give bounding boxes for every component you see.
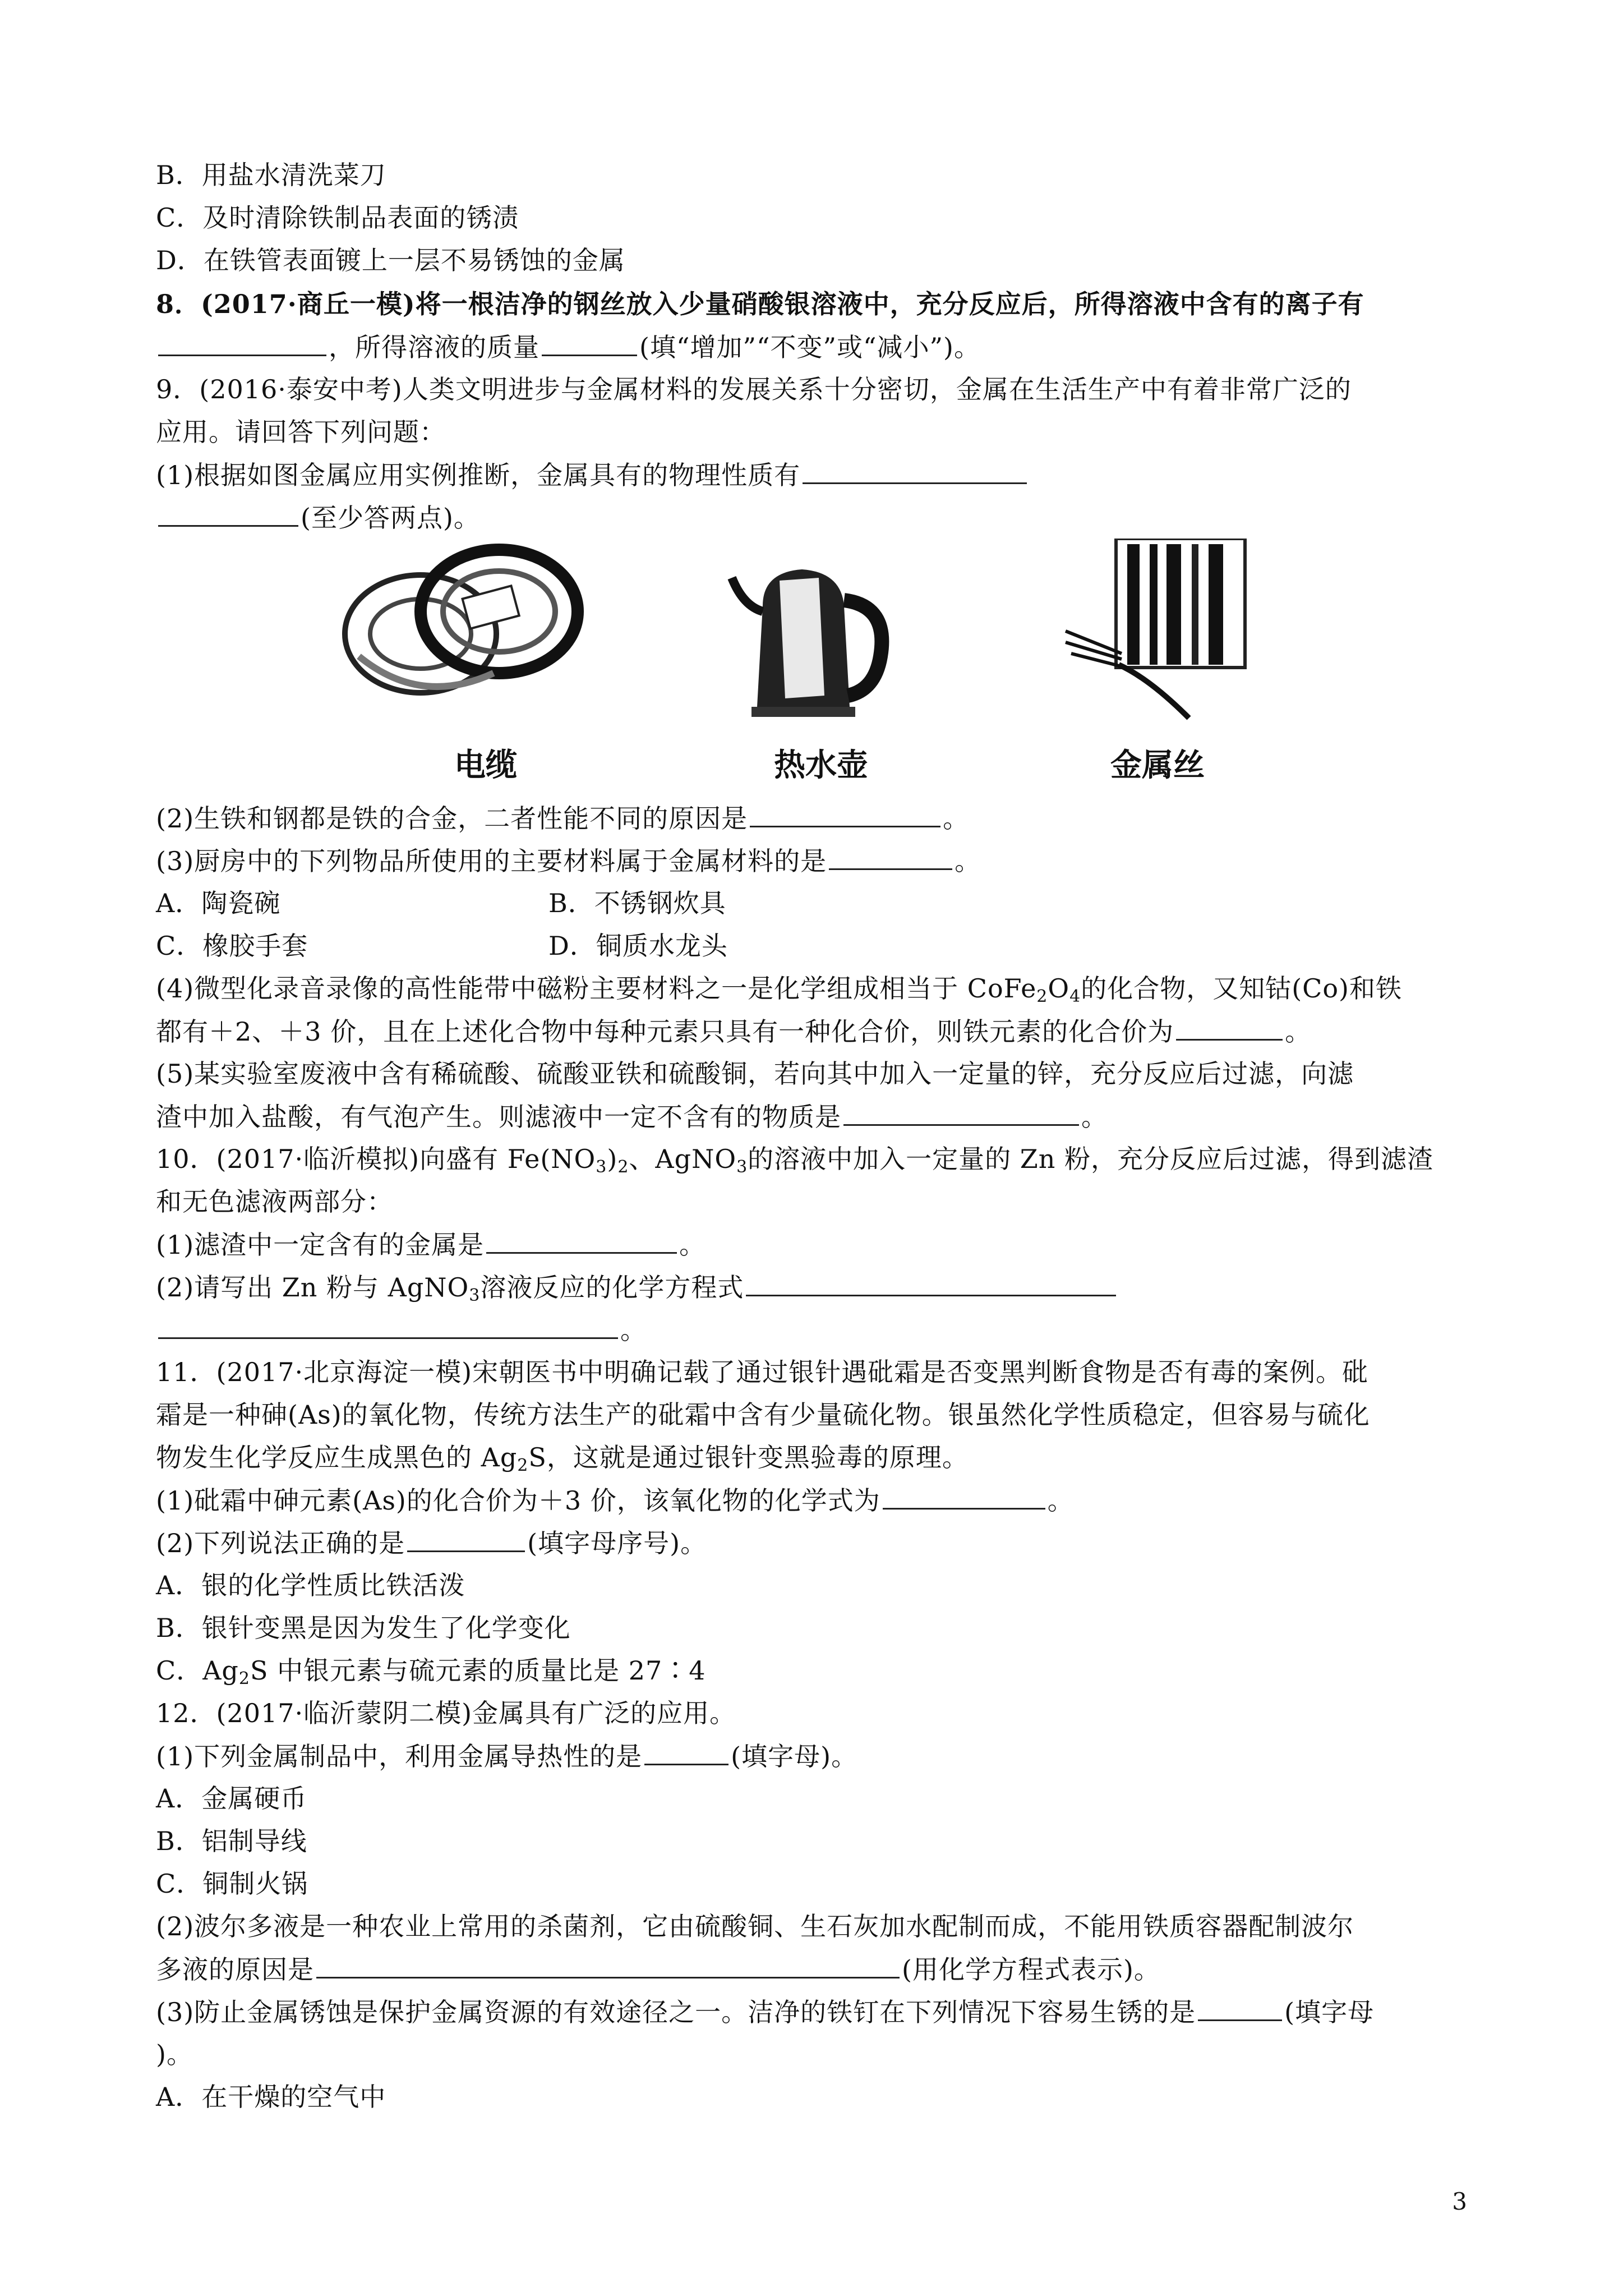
text: B．不锈钢炊具 bbox=[548, 888, 726, 918]
question-11-part-1 bbox=[156, 1483, 1074, 1517]
text: (2)波尔多液是一种农业上常用的杀菌剂，它由硫酸铜、生石灰加水配制而成，不能用铁质容器配制波尔 bbox=[156, 1911, 1354, 1941]
question-11-part-2 bbox=[156, 1526, 707, 1560]
subscript: 2 bbox=[617, 1157, 629, 1177]
text: (1)下列金属制品中，利用金属导热性的是 bbox=[156, 1741, 643, 1772]
option-c-line bbox=[156, 201, 519, 234]
answer-blank bbox=[1198, 1995, 1282, 2021]
question-8-line-1 bbox=[156, 287, 1364, 321]
text: (2)下列说法正确的是 bbox=[156, 1528, 405, 1558]
text: B．铝制导线 bbox=[156, 1826, 307, 1856]
option-a-line bbox=[156, 1568, 465, 1602]
text: 11．(2017·北京海淀一模)宋朝医书中明确记载了通过银针遇砒霜是否变黑判断食物是否有毒的案例。砒 bbox=[156, 1357, 1369, 1387]
text: (3)厨房中的下列物品所使用的主要材料属于金属材料的是 bbox=[156, 846, 827, 876]
answer-blank bbox=[843, 1099, 1079, 1126]
text: S 中银元素与硫元素的质量比是 27∶4 bbox=[250, 1655, 706, 1686]
option-b-line bbox=[156, 1611, 571, 1645]
question-9-part-2 bbox=[156, 801, 969, 835]
text: (1)根据如图金属应用实例推断，金属具有的物理性质有 bbox=[156, 460, 801, 490]
text: 。 bbox=[1081, 1102, 1108, 1132]
text: )。 bbox=[156, 2039, 193, 2069]
question-10-line-2 bbox=[156, 1185, 393, 1218]
option-d-line bbox=[156, 243, 625, 277]
question-9-line-2 bbox=[156, 415, 446, 449]
text: (2)请写出 Zn 粉与 AgNO bbox=[156, 1272, 469, 1303]
answer-blank bbox=[542, 330, 637, 356]
question-11-line-2 bbox=[156, 1398, 1370, 1432]
text: 。 bbox=[943, 803, 970, 834]
text: 。 bbox=[1047, 1485, 1074, 1516]
question-9-part-1-cont bbox=[156, 500, 480, 535]
text: ) bbox=[607, 1144, 618, 1174]
subscript: 2 bbox=[238, 1669, 250, 1688]
text: 。 bbox=[679, 1230, 706, 1260]
text: 。 bbox=[1285, 1016, 1312, 1047]
answer-blank bbox=[750, 801, 940, 827]
question-10-part-2 bbox=[156, 1270, 1118, 1304]
text: B．用盐水清洗菜刀 bbox=[156, 160, 386, 190]
text: B．银针变黑是因为发生了化学变化 bbox=[156, 1613, 571, 1643]
question-10-line-1 bbox=[156, 1142, 1433, 1176]
text: 都有＋2、＋3 价，且在上述化合物中每种元素只具有一种化合价，则铁元素的化合价为 bbox=[156, 1016, 1174, 1047]
text: 的溶液中加入一定量的 Zn 粉，充分反应后过滤，得到滤渣 bbox=[748, 1144, 1433, 1174]
text: (填字母)。 bbox=[731, 1741, 858, 1772]
options-cd-line bbox=[156, 929, 728, 963]
question-12-line-1 bbox=[156, 1696, 736, 1730]
text: C．铜制火锅 bbox=[156, 1869, 308, 1899]
text: 12．(2017·临沂蒙阴二模)金属具有广泛的应用。 bbox=[156, 1698, 736, 1728]
metal-wire-icon bbox=[1066, 539, 1245, 718]
text: (5)某实验室废液中含有稀硫酸、硫酸亚铁和硫酸铜，若向其中加入一定量的锌，充分反应后过滤，向滤 bbox=[156, 1059, 1354, 1089]
text: C．橡胶手套 bbox=[156, 931, 308, 961]
text: (填字母 bbox=[1284, 1997, 1375, 2027]
text: 应用。请回答下列问题： bbox=[156, 417, 446, 447]
answer-blank bbox=[803, 458, 1027, 484]
option-c-line bbox=[156, 1867, 308, 1901]
subscript: 2 bbox=[1036, 987, 1048, 1006]
metal-applications-figure bbox=[336, 539, 1324, 797]
answer-blank bbox=[486, 1227, 677, 1254]
option-c-line bbox=[156, 1654, 706, 1687]
text: 渣中加入盐酸，有气泡产生。则滤液中一定不含有的物质是 bbox=[156, 1102, 841, 1132]
answer-blank bbox=[158, 500, 298, 527]
text: D．在铁管表面镀上一层不易锈蚀的金属 bbox=[156, 245, 625, 275]
option-b-line bbox=[156, 158, 386, 192]
answer-blank bbox=[883, 1483, 1045, 1510]
caption-cable: 电缆 bbox=[454, 747, 517, 784]
question-12-part-2-cont bbox=[156, 1952, 1160, 1986]
question-9-part-5-cont bbox=[156, 1099, 1108, 1134]
question-8-line-2 bbox=[156, 330, 980, 364]
text: (至少答两点)。 bbox=[301, 503, 480, 533]
text: 8．(2017·商丘一模)将一根洁净的钢丝放入少量硝酸银溶液中，充分反应后，所得溶液中含有的离子有 bbox=[156, 289, 1364, 319]
question-9-line-1 bbox=[156, 372, 1352, 406]
text: D．铜质水龙头 bbox=[548, 931, 728, 961]
text: A．陶瓷碗 bbox=[156, 888, 281, 918]
answer-blank bbox=[1176, 1014, 1283, 1041]
option-b-line bbox=[156, 1824, 307, 1858]
text: A．金属硬币 bbox=[156, 1783, 307, 1814]
text: A．银的化学性质比铁活泼 bbox=[156, 1570, 465, 1600]
subscript: 2 bbox=[517, 1456, 529, 1475]
page-number: 3 bbox=[1452, 2188, 1467, 2215]
text: (1)砒霜中砷元素(As)的化合价为＋3 价，该氧化物的化学式为 bbox=[156, 1485, 880, 1516]
question-9-part-4-cont bbox=[156, 1014, 1311, 1048]
question-9-part-3 bbox=[156, 844, 981, 878]
text: (1)滤渣中一定含有的金属是 bbox=[156, 1230, 485, 1260]
answer-blank bbox=[829, 844, 952, 870]
text: (填字母序号)。 bbox=[527, 1528, 707, 1558]
answer-blank bbox=[407, 1526, 525, 1552]
subscript: 4 bbox=[1069, 987, 1081, 1006]
caption-metal-wire: 金属丝 bbox=[1110, 747, 1205, 784]
text: ，所得溶液的质量 bbox=[329, 332, 540, 362]
text: 。 bbox=[955, 846, 981, 876]
text: 10．(2017·临沂模拟)向盛有 Fe(NO bbox=[156, 1144, 596, 1174]
answer-blank bbox=[316, 1952, 900, 1978]
question-10-part-2-cont bbox=[156, 1313, 647, 1347]
text: (用化学方程式表示)。 bbox=[902, 1954, 1160, 1985]
text: (2)生铁和钢都是铁的合金，二者性能不同的原因是 bbox=[156, 803, 748, 834]
question-11-line-3 bbox=[156, 1441, 969, 1474]
answer-blank bbox=[644, 1739, 728, 1765]
text: 物发生化学反应生成黑色的 Ag bbox=[156, 1442, 518, 1473]
text: 多液的原因是 bbox=[156, 1954, 314, 1985]
question-12-part-1 bbox=[156, 1739, 857, 1773]
question-10-part-1 bbox=[156, 1227, 706, 1262]
question-9-part-1 bbox=[156, 458, 1029, 492]
question-12-part-3-cont bbox=[156, 2037, 193, 2071]
text: 的化合物，又知钴(Co)和铁 bbox=[1081, 973, 1402, 1004]
text: C．及时清除铁制品表面的锈渍 bbox=[156, 203, 519, 233]
question-12-part-2 bbox=[156, 1910, 1354, 1943]
text: 霜是一种砷(As)的氧化物，传统方法生产的砒霜中含有少量硫化物。银虽然化学性质稳定，但容易与硫化 bbox=[156, 1400, 1370, 1430]
question-12-part-3 bbox=[156, 1995, 1374, 2029]
answer-blank bbox=[158, 1313, 618, 1339]
text: (填“增加”“不变”或“减小”)。 bbox=[639, 332, 980, 362]
subscript: 3 bbox=[469, 1286, 481, 1305]
text: (4)微型化录音录像的高性能带中磁粉主要材料之一是化学组成相当于 CoFe bbox=[156, 973, 1037, 1004]
electric-kettle-icon bbox=[732, 569, 882, 717]
subscript: 3 bbox=[736, 1157, 748, 1177]
text: 和无色滤液两部分： bbox=[156, 1186, 393, 1217]
caption-kettle: 热水壶 bbox=[774, 747, 868, 784]
question-11-line-1 bbox=[156, 1355, 1368, 1389]
text: C．Ag bbox=[156, 1655, 239, 1686]
cable-coil-icon bbox=[345, 550, 578, 693]
text: O bbox=[1048, 973, 1070, 1004]
answer-blank bbox=[746, 1270, 1116, 1296]
text: (3)防止金属锈蚀是保护金属资源的有效途径之一。洁净的铁钉在下列情况下容易生锈的是 bbox=[156, 1997, 1196, 2027]
text: 。 bbox=[620, 1315, 647, 1345]
options-ab-line bbox=[156, 886, 726, 920]
text: S，这就是通过银针变黑验毒的原理。 bbox=[528, 1442, 969, 1473]
text: A．在干燥的空气中 bbox=[156, 2082, 386, 2112]
question-9-part-5 bbox=[156, 1057, 1354, 1091]
question-9-part-4 bbox=[156, 972, 1402, 1005]
text: 溶液反应的化学方程式 bbox=[480, 1272, 744, 1303]
option-a-line bbox=[156, 1782, 307, 1815]
text: 9．(2016·泰安中考)人类文明进步与金属材料的发展关系十分密切，金属在生活生产中有着非常广泛的 bbox=[156, 374, 1352, 404]
answer-blank bbox=[158, 330, 326, 356]
subscript: 3 bbox=[596, 1157, 607, 1177]
text: 、AgNO bbox=[629, 1144, 737, 1174]
option-a-line bbox=[156, 2080, 386, 2114]
